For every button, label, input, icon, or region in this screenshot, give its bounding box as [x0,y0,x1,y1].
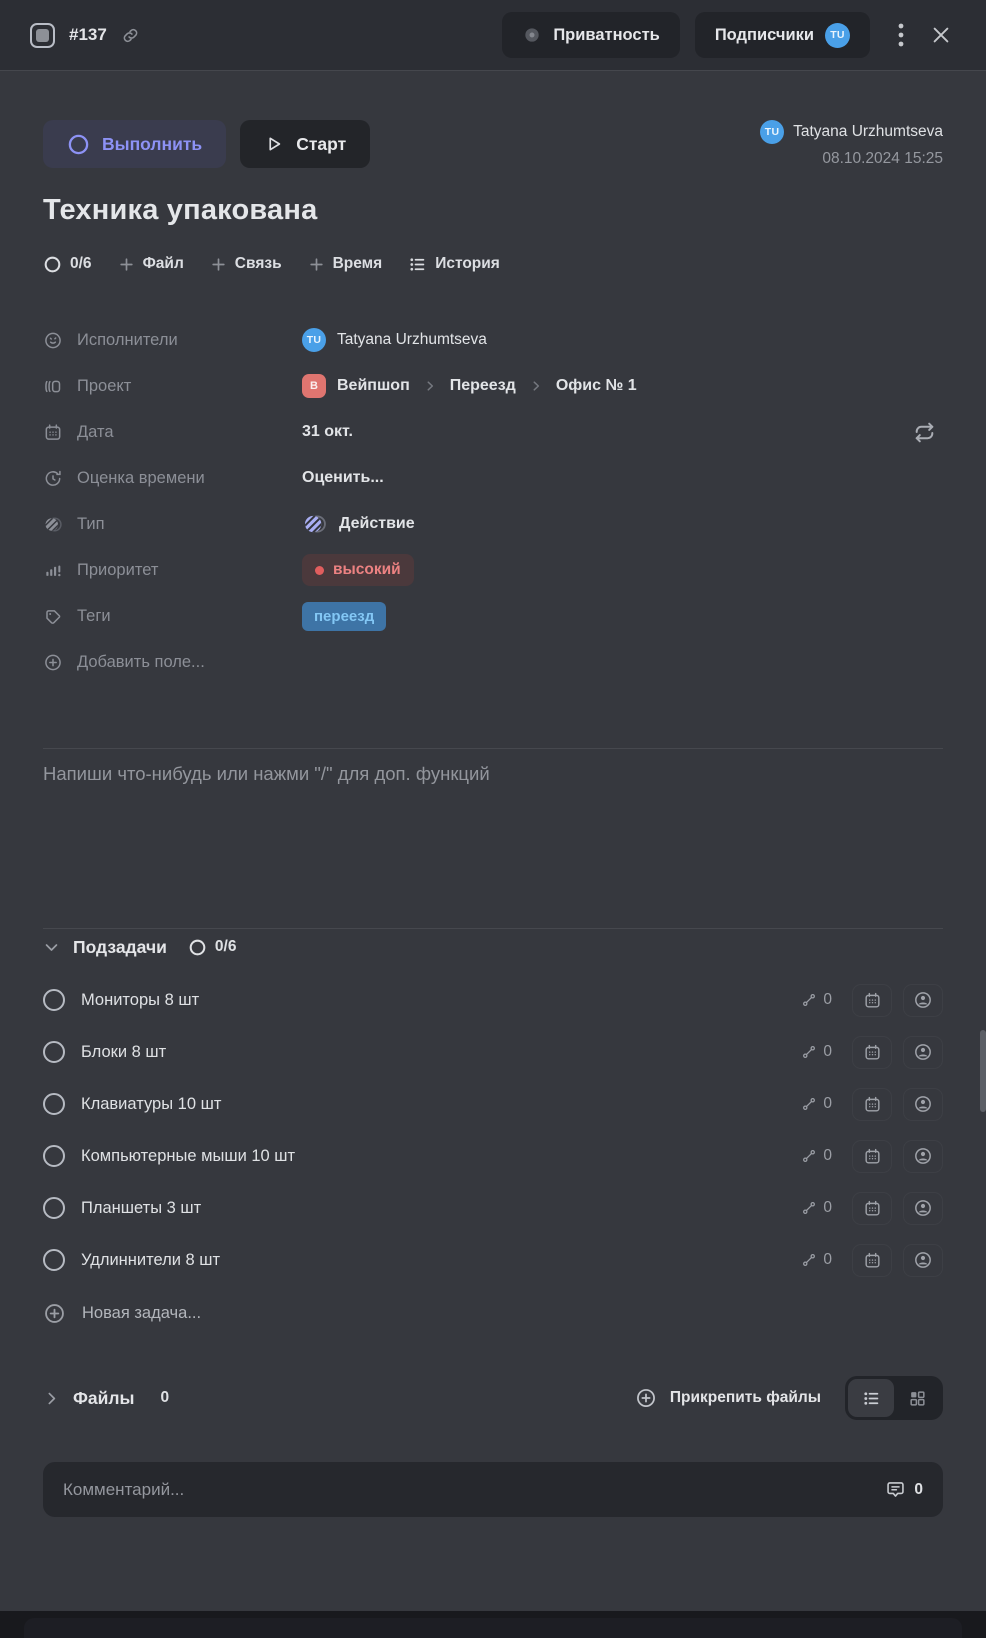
subtask-assignee-button[interactable] [903,1036,943,1069]
subtask-row [43,1234,943,1286]
subtask-row [43,974,943,1026]
priority-dot [315,566,324,575]
priority-value: высокий [333,561,401,578]
more-menu-icon[interactable] [892,16,910,54]
description-placeholder: Напиши что-нибудь или нажми "/" для доп. функций [43,763,490,784]
list-view-button[interactable] [848,1379,894,1417]
progress-circle-icon [188,938,207,957]
history-button[interactable] [408,255,500,274]
follower-avatar: TU [825,23,850,48]
privacy-label: Приватность [553,25,660,44]
branch-icon [801,1096,817,1112]
files-title: Файлы [73,1387,135,1408]
subtask-checkbox[interactable] [43,1145,65,1167]
nested-count-value: 0 [823,1199,832,1216]
nested-count-value: 0 [823,1043,832,1060]
priority-field-label[interactable]: Приоритет [43,560,302,581]
priority-badge[interactable] [302,554,414,586]
nested-count-value: 0 [823,991,832,1008]
subtask-checkbox[interactable] [43,1093,65,1115]
task-id: #137 [69,25,107,44]
subtask-title[interactable]: Планшеты 3 шт [81,1198,202,1217]
start-button[interactable] [240,120,370,168]
comment-count-chip[interactable] [885,1479,923,1500]
smiley-icon [43,330,63,351]
tags-field-label[interactable]: Теги [43,606,302,627]
subtask-list [43,974,943,1286]
subtask-progress-chip[interactable] [43,255,92,274]
subtask-title[interactable]: Компьютерные мыши 10 шт [81,1146,296,1165]
add-link-button[interactable] [210,255,282,273]
new-subtask-label: Новая задача... [82,1303,202,1322]
subtask-nested-count [801,1095,832,1113]
subtask-nested-count [801,991,832,1009]
divider [43,748,943,749]
plus-icon [118,256,135,273]
project-value[interactable] [302,374,637,398]
field-project [43,363,943,409]
plus-icon [308,256,325,273]
subtask-nested-count [801,1199,832,1217]
privacy-button[interactable] [502,12,680,58]
breadcrumb-column[interactable]: Офис № 1 [555,377,637,394]
task-status-checkbox[interactable] [30,23,55,48]
type-value[interactable] [302,512,415,536]
subtask-assignee-button[interactable] [903,1088,943,1121]
field-type [43,501,943,547]
subtask-title[interactable]: Удлиннители 8 шт [81,1250,221,1269]
author-block [760,120,943,168]
subtask-assignee-button[interactable] [903,1244,943,1277]
files-count: 0 [160,1389,170,1406]
subtask-nested-count [801,1251,832,1269]
comment-count: 0 [914,1480,923,1498]
attach-files-label: Прикрепить файлы [669,1389,821,1406]
subtask-row [43,1026,943,1078]
top-bar [0,0,986,71]
type-name: Действие [339,515,415,532]
author-avatar: TU [760,120,784,144]
add-field-button[interactable]: Добавить поле... [43,652,205,673]
subtask-row [43,1182,943,1234]
subtask-date-button[interactable] [852,984,892,1017]
chevron-right-icon [423,379,437,393]
files-section [43,1376,943,1420]
estimate-value[interactable]: Оценить... [302,469,384,486]
add-time-button[interactable] [308,255,383,273]
branch-icon [801,1044,817,1060]
branch-icon [801,1148,817,1164]
field-assignees [43,317,943,363]
followers-button[interactable] [695,12,870,58]
comment-input[interactable] [43,1462,943,1517]
subtask-date-button[interactable] [852,1244,892,1277]
subtask-row [43,1078,943,1130]
add-file-label: Файл [142,255,184,272]
subtask-date-button[interactable] [852,1192,892,1225]
chevron-down-icon[interactable] [43,939,60,956]
plus-icon [210,256,227,273]
attach-files-button[interactable] [635,1387,821,1409]
add-file-button[interactable] [118,255,184,273]
breadcrumb-board[interactable]: Переезд [449,377,516,394]
assignee-avatar: TU [302,328,326,352]
add-time-label: Время [332,255,383,272]
files-view-toggle [845,1376,943,1420]
field-tags [43,593,943,639]
divider [43,928,943,929]
plus-circle-icon [43,1302,66,1325]
subtask-date-button[interactable] [852,1088,892,1121]
type-value-icon [302,512,328,536]
subtask-title[interactable]: Блоки 8 шт [81,1042,167,1061]
task-toolbar [43,251,943,277]
time-estimate-icon [43,468,63,489]
branch-icon [801,1200,817,1216]
play-icon [264,134,284,154]
new-subtask-button[interactable] [43,1299,943,1327]
field-estimate [43,455,943,501]
estimate-field-label[interactable]: Оценка времени [43,468,302,489]
type-field-label[interactable]: Тип [43,514,302,535]
created-datetime: 08.10.2024 15:25 [822,150,943,167]
history-label: История [435,255,500,272]
comment-placeholder: Комментарий... [63,1479,185,1499]
plus-circle-icon [43,652,63,673]
project-field-label[interactable]: Проект [43,376,302,397]
add-link-label: Связь [234,255,282,272]
date-value[interactable]: 31 окт. [302,423,353,440]
start-label: Старт [296,133,347,154]
close-icon[interactable] [926,20,956,50]
subtask-nested-count [801,1043,832,1061]
fields-panel [43,317,943,685]
field-add [43,639,943,685]
subtask-checkbox[interactable] [43,989,65,1011]
action-row [43,120,943,168]
branch-icon [801,1252,817,1268]
assignee-name: Tatyana Urzhumtseva [337,331,487,348]
assignee-value[interactable] [302,328,487,352]
copy-link-icon[interactable] [121,26,140,45]
tag-badge[interactable]: переезд [302,602,386,631]
subtasks-title: Подзадачи [73,936,167,957]
project-badge: В [302,374,326,398]
subtask-checkbox[interactable] [43,1041,65,1063]
subtask-nested-count [801,1147,832,1165]
breadcrumb-project[interactable]: Вейпшоп [337,377,410,394]
field-priority [43,547,943,593]
plus-circle-icon [635,1387,657,1409]
nested-count-value: 0 [823,1095,832,1112]
nested-count-value: 0 [823,1251,832,1268]
repeat-icon[interactable] [912,420,937,445]
followers-label: Подписчики [714,25,814,44]
subtask-title[interactable]: Клавиатуры 10 шт [81,1094,222,1113]
subtasks-progress: 0/6 [188,938,237,957]
task-title[interactable]: Техника упакована [43,194,318,226]
subtask-date-button[interactable] [852,1036,892,1069]
comment-bubble-icon [885,1479,906,1500]
branch-icon [801,992,817,1008]
grid-view-button[interactable] [894,1379,940,1417]
chevron-right-icon [529,379,543,393]
subtask-assignee-button[interactable] [903,984,943,1017]
complete-label: Выполнить [102,133,203,154]
history-list-icon [408,255,427,274]
priority-bars-icon [43,560,63,581]
progress-circle-icon [43,255,62,274]
assignees-field-label[interactable]: Исполнители [43,330,302,351]
author-name: Tatyana Urzhumtseva [793,123,943,140]
subtask-assignee-button[interactable] [903,1140,943,1173]
nested-count-value: 0 [823,1147,832,1164]
scrollbar-thumb[interactable] [980,1030,986,1112]
subtask-checkbox[interactable] [43,1249,65,1271]
complete-circle-icon [67,133,90,156]
privacy-icon [522,25,542,45]
subtask-date-button[interactable] [852,1140,892,1173]
subtask-title[interactable]: Мониторы 8 шт [81,990,200,1009]
calendar-icon [43,422,63,443]
date-field-label[interactable]: Дата [43,422,302,443]
chevron-right-icon[interactable] [43,1390,60,1407]
complete-button[interactable] [43,120,226,168]
board-icon [43,376,63,397]
field-date [43,409,943,455]
background-behind-modal [0,1611,986,1638]
subtask-assignee-button[interactable] [903,1192,943,1225]
subtask-row [43,1130,943,1182]
subtasks-header [43,932,943,962]
subtask-checkbox[interactable] [43,1197,65,1219]
description-editor[interactable] [43,761,943,928]
tag-icon [43,606,63,627]
progress-count: 0/6 [70,255,92,272]
type-circle-icon [43,514,63,535]
